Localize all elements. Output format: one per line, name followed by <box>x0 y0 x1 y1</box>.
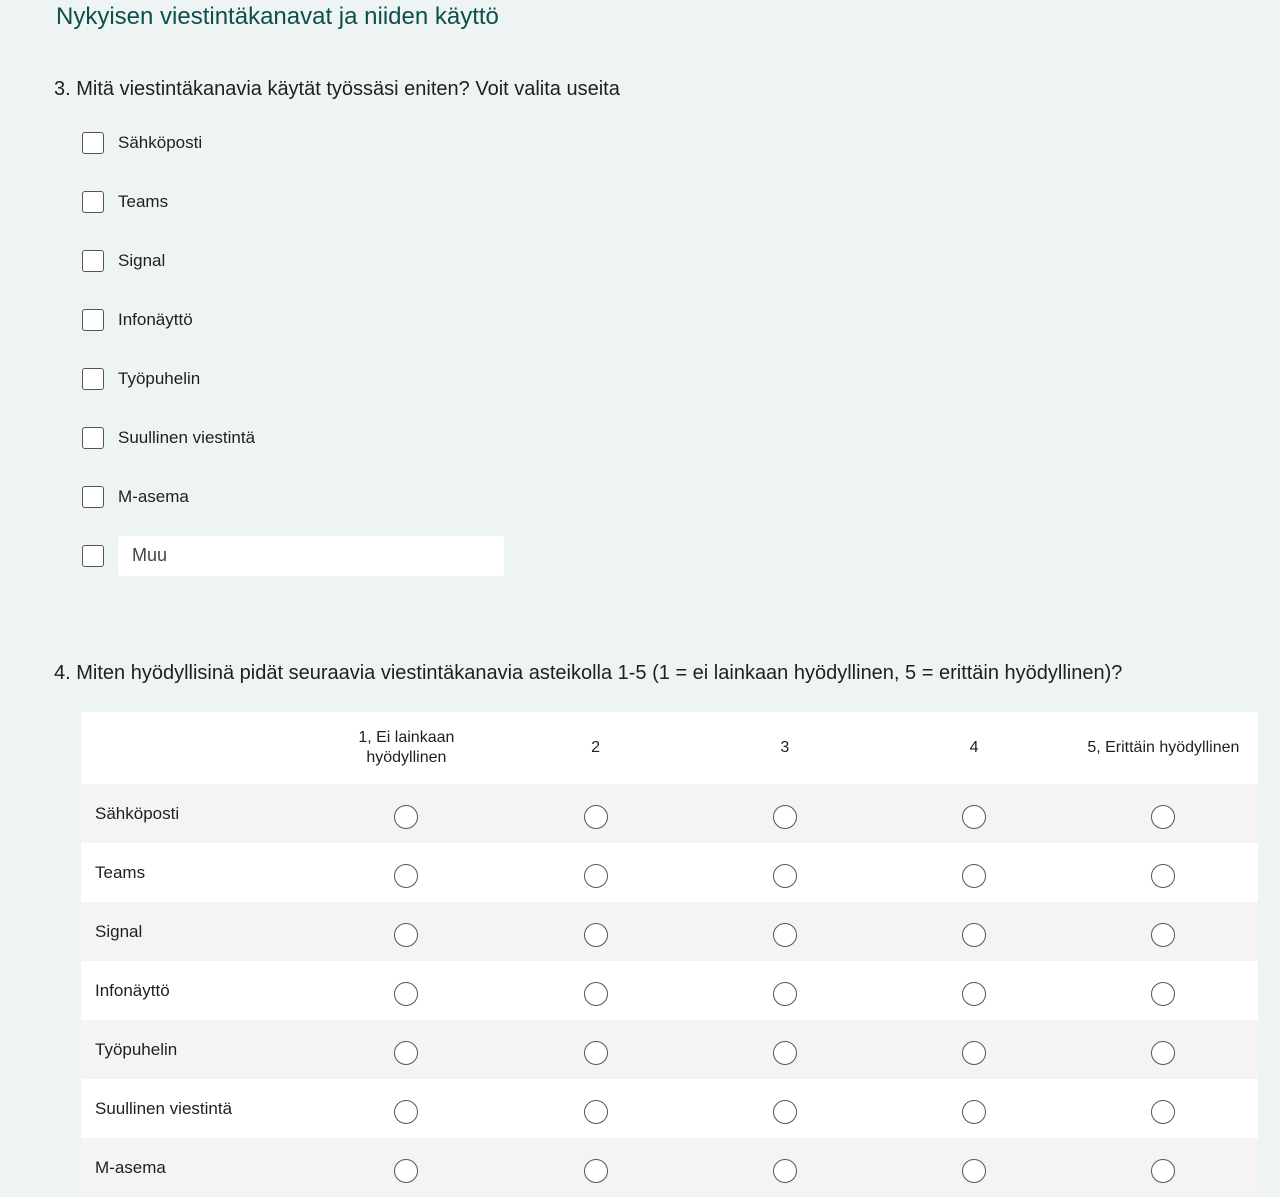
grid-header-empty <box>81 712 312 784</box>
radio-button[interactable] <box>584 1159 608 1183</box>
radio-button[interactable] <box>962 1041 986 1065</box>
option-teams[interactable] <box>82 172 582 231</box>
grid-header-4: 4 <box>969 739 979 756</box>
radio-button[interactable] <box>773 1041 797 1065</box>
section-title: Nykyisen viestintäkanavat ja niiden käyttö <box>56 3 499 30</box>
row-label: Infonäyttö <box>95 980 170 1000</box>
row-label: Sähköposti <box>95 803 180 823</box>
row-label: Teams <box>95 862 146 882</box>
grid-row-m-asema <box>81 1138 1258 1197</box>
row-label: Työpuhelin <box>95 1039 178 1059</box>
checkbox[interactable] <box>82 486 104 508</box>
radio-button[interactable] <box>1151 805 1175 829</box>
radio-button[interactable] <box>773 982 797 1006</box>
checkbox[interactable] <box>82 191 104 213</box>
radio-button[interactable] <box>1151 923 1175 947</box>
radio-button[interactable] <box>394 1041 418 1065</box>
radio-button[interactable] <box>773 1159 797 1183</box>
radio-button[interactable] <box>1151 1159 1175 1183</box>
option-tyopuhelin[interactable] <box>82 349 582 408</box>
radio-button[interactable] <box>962 864 986 888</box>
radio-button[interactable] <box>394 1100 418 1124</box>
option-m-asema[interactable] <box>82 467 582 526</box>
option-label: Teams <box>118 191 169 211</box>
radio-button[interactable] <box>1151 864 1175 888</box>
rating-grid <box>81 712 1258 1197</box>
grid-header-5: 5, Erittäin hyödyllinen <box>1087 739 1240 756</box>
radio-button[interactable] <box>584 864 608 888</box>
grid-header-2: 2 <box>591 739 601 756</box>
radio-button[interactable] <box>1151 982 1175 1006</box>
radio-button[interactable] <box>773 864 797 888</box>
question-3-options <box>82 125 582 585</box>
option-other[interactable] <box>82 526 582 585</box>
radio-button[interactable] <box>584 1100 608 1124</box>
radio-button[interactable] <box>394 923 418 947</box>
radio-button[interactable] <box>773 1100 797 1124</box>
radio-button[interactable] <box>584 923 608 947</box>
question-3-title: 3. Mitä viestintäkanavia käytät työssäsi eniten? Voit valita useita <box>54 78 620 100</box>
other-text-input[interactable] <box>118 536 504 576</box>
row-label: M-asema <box>95 1157 166 1177</box>
radio-button[interactable] <box>394 864 418 888</box>
radio-button[interactable] <box>1151 1100 1175 1124</box>
radio-button[interactable] <box>584 982 608 1006</box>
radio-button[interactable] <box>962 923 986 947</box>
option-label: Suullinen viestintä <box>118 427 256 447</box>
option-label: Työpuhelin <box>118 368 201 388</box>
radio-button[interactable] <box>1151 1041 1175 1065</box>
radio-button[interactable] <box>584 805 608 829</box>
column-label: 1, Ei lainkaan hyödyllinen <box>358 729 455 766</box>
question-4-title: 4. Miten hyödyllisinä pidät seuraavia viestintäkanavia asteikolla 1-5 (1 = ei lainkaan hyödyllinen, 5 = erittäin hyödyllinen)? <box>54 662 1123 684</box>
radio-button[interactable] <box>394 982 418 1006</box>
checkbox[interactable] <box>82 545 104 567</box>
checkbox[interactable] <box>82 309 104 331</box>
grid-row-suullinen-viestinta <box>81 1079 1258 1138</box>
grid-header-3: 3 <box>780 739 790 756</box>
grid-row-signal <box>81 902 1258 961</box>
radio-button[interactable] <box>394 1159 418 1183</box>
row-label: Signal <box>95 921 143 941</box>
radio-button[interactable] <box>394 805 418 829</box>
checkbox[interactable] <box>82 368 104 390</box>
radio-button[interactable] <box>962 982 986 1006</box>
radio-button[interactable] <box>773 923 797 947</box>
grid-row-teams <box>81 843 1258 902</box>
option-label: Signal <box>118 250 166 270</box>
grid-row-infonaytto <box>81 961 1258 1020</box>
grid-header-row <box>81 712 1258 784</box>
checkbox[interactable] <box>82 250 104 272</box>
option-infonaytto[interactable] <box>82 290 582 349</box>
grid-row-tyopuhelin <box>81 1020 1258 1079</box>
row-label: Suullinen viestintä <box>95 1098 233 1118</box>
radio-button[interactable] <box>962 1159 986 1183</box>
grid-header-1 <box>312 712 501 784</box>
option-label: M-asema <box>118 486 189 506</box>
option-suullinen-viestinta[interactable] <box>82 408 582 467</box>
radio-button[interactable] <box>584 1041 608 1065</box>
checkbox[interactable] <box>82 132 104 154</box>
grid-row-sahkoposti <box>81 784 1258 843</box>
option-label: Sähköposti <box>118 132 203 152</box>
radio-button[interactable] <box>773 805 797 829</box>
radio-button[interactable] <box>962 805 986 829</box>
option-signal[interactable] <box>82 231 582 290</box>
option-sahkoposti[interactable] <box>82 113 582 172</box>
checkbox[interactable] <box>82 427 104 449</box>
radio-button[interactable] <box>962 1100 986 1124</box>
option-label: Infonäyttö <box>118 309 193 329</box>
